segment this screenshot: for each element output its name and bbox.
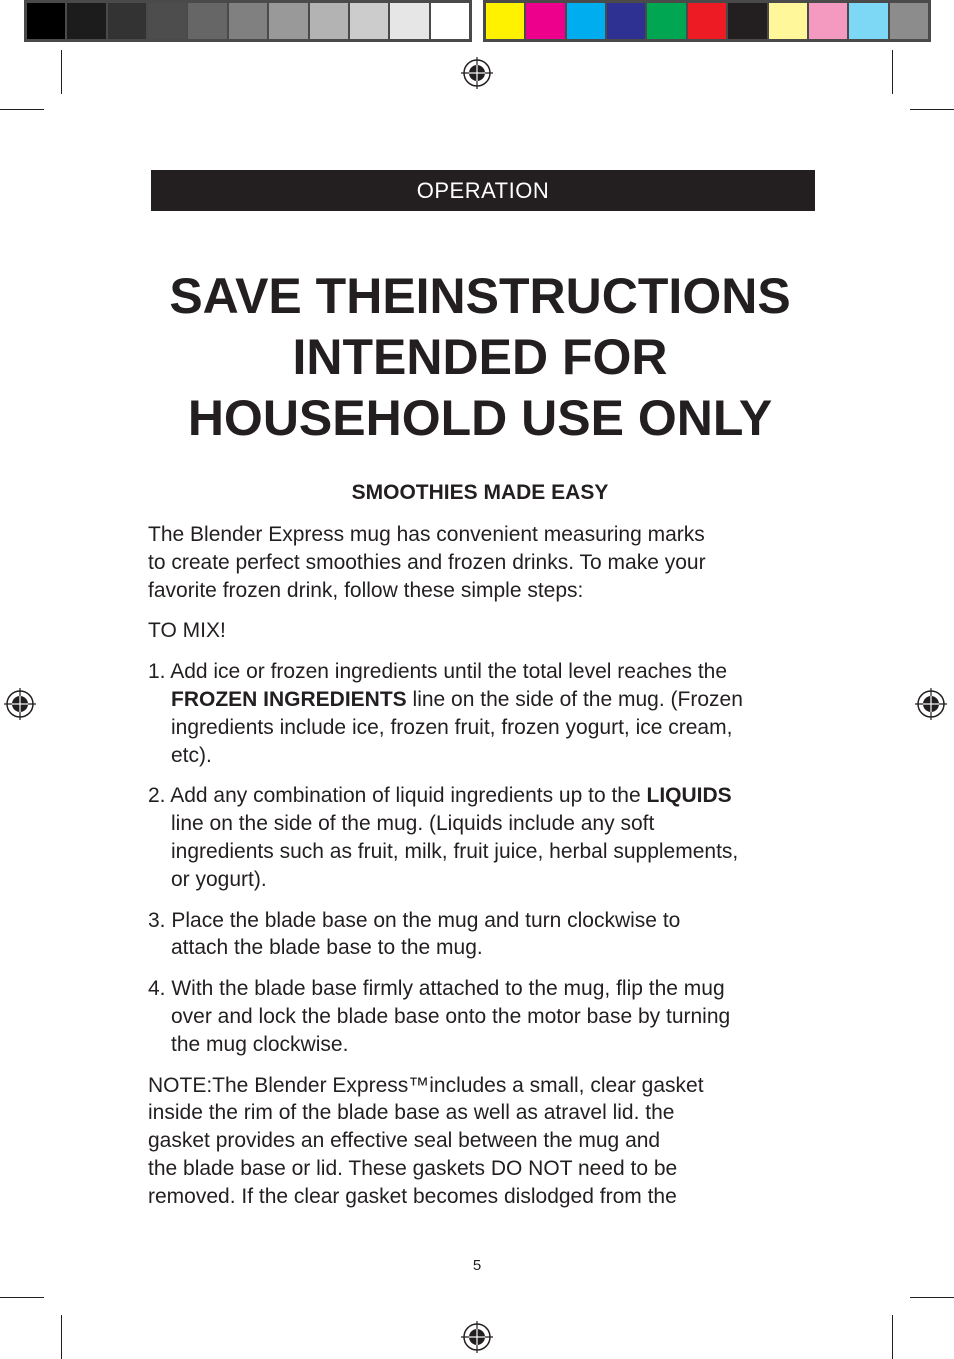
crop-mark bbox=[892, 1315, 893, 1359]
color-swatch bbox=[526, 3, 566, 39]
text-line: line on the side of the mug. (Liquids include any soft bbox=[171, 812, 655, 836]
crop-mark bbox=[910, 1297, 954, 1298]
text-line: NOTE:The Blender Express™includes a small, clear gasket bbox=[148, 1073, 704, 1097]
color-swatch bbox=[688, 3, 728, 39]
crop-mark bbox=[910, 109, 954, 110]
text-line: over and lock the blade base onto the motor base by turning bbox=[171, 1004, 731, 1028]
registration-mark-icon bbox=[4, 688, 36, 720]
text-line bbox=[148, 686, 818, 714]
frozen-ingredients-label: FROZEN INGREDIENTS bbox=[171, 687, 407, 711]
text-line: favorite frozen drink, follow these simple steps: bbox=[148, 578, 584, 602]
color-swatch bbox=[647, 3, 687, 39]
process-color-bar bbox=[483, 0, 931, 42]
to-mix-label: TO MIX! bbox=[148, 619, 226, 643]
color-swatch bbox=[148, 3, 188, 39]
text-line: ingredients include ice, frozen fruit, frozen yogurt, ice cream, bbox=[171, 715, 733, 739]
note-paragraph bbox=[148, 1072, 818, 1211]
color-swatch bbox=[809, 3, 849, 39]
text-line: etc). bbox=[171, 743, 212, 767]
text-fragment: line on the side of the mug. (Frozen bbox=[406, 687, 743, 711]
color-swatch bbox=[567, 3, 607, 39]
color-swatch bbox=[431, 3, 469, 39]
text-line: ingredients such as fruit, milk, fruit juice, herbal supplements, bbox=[171, 839, 739, 863]
color-swatch bbox=[890, 3, 928, 39]
step-4 bbox=[148, 975, 818, 1058]
title-line: HOUSEHOLD USE ONLY bbox=[187, 390, 773, 446]
text-line: 3. Place the blade base on the mug and turn clockwise to bbox=[148, 908, 681, 932]
color-swatch bbox=[728, 3, 768, 39]
color-swatch bbox=[849, 3, 889, 39]
registration-mark-icon bbox=[461, 57, 493, 89]
text-line: to create perfect smoothies and frozen drinks. To make your bbox=[148, 550, 706, 574]
color-swatch bbox=[269, 3, 309, 39]
title-line: INTENDED FOR bbox=[292, 329, 668, 385]
section-subheading: SMOOTHIES MADE EASY bbox=[351, 481, 609, 504]
text-line: inside the rim of the blade base as well as atravel lid. the bbox=[148, 1101, 675, 1125]
text-line: the blade base or lid. These gaskets DO NOT need to be bbox=[148, 1156, 678, 1180]
text-line bbox=[148, 782, 818, 810]
color-swatch bbox=[350, 3, 390, 39]
color-swatch bbox=[27, 3, 67, 39]
text-line: gasket provides an effective seal between the mug and bbox=[148, 1129, 661, 1153]
crop-mark bbox=[61, 50, 62, 94]
page-title bbox=[100, 266, 860, 449]
crop-mark bbox=[0, 1297, 44, 1298]
color-swatch bbox=[67, 3, 107, 39]
text-line: or yogurt). bbox=[171, 867, 267, 891]
step-1 bbox=[148, 658, 818, 769]
text-fragment: 2. Add any combination of liquid ingredients up to the bbox=[148, 784, 647, 808]
color-swatch bbox=[229, 3, 269, 39]
title-line: SAVE THEINSTRUCTIONS bbox=[169, 268, 791, 324]
intro-paragraph bbox=[148, 521, 818, 604]
registration-mark-icon bbox=[461, 1321, 493, 1353]
page-number: 5 bbox=[472, 1257, 482, 1274]
color-swatch bbox=[486, 3, 526, 39]
crop-mark bbox=[892, 50, 893, 94]
registration-mark-icon bbox=[915, 688, 947, 720]
liquids-label: LIQUIDS bbox=[646, 784, 732, 808]
section-header: OPERATION bbox=[151, 170, 815, 211]
color-swatch bbox=[769, 3, 809, 39]
color-swatch bbox=[607, 3, 647, 39]
instructions-body bbox=[148, 521, 818, 1224]
step-2 bbox=[148, 782, 818, 893]
color-swatch bbox=[188, 3, 228, 39]
grayscale-color-bar bbox=[24, 0, 472, 42]
text-line: 1. Add ice or frozen ingredients until the total level reaches the bbox=[148, 660, 728, 684]
crop-mark bbox=[0, 109, 44, 110]
text-line: The Blender Express mug has convenient measuring marks bbox=[148, 523, 705, 546]
color-swatch bbox=[310, 3, 350, 39]
text-line: attach the blade base to the mug. bbox=[171, 936, 483, 960]
color-swatch bbox=[108, 3, 148, 39]
color-swatch bbox=[390, 3, 430, 39]
text-line: the mug clockwise. bbox=[171, 1032, 349, 1056]
text-line: removed. If the clear gasket becomes dislodged from the bbox=[148, 1184, 677, 1208]
step-3 bbox=[148, 907, 818, 963]
text-line: 4. With the blade base firmly attached to the mug, flip the mug bbox=[148, 977, 725, 1001]
crop-mark bbox=[61, 1315, 62, 1359]
